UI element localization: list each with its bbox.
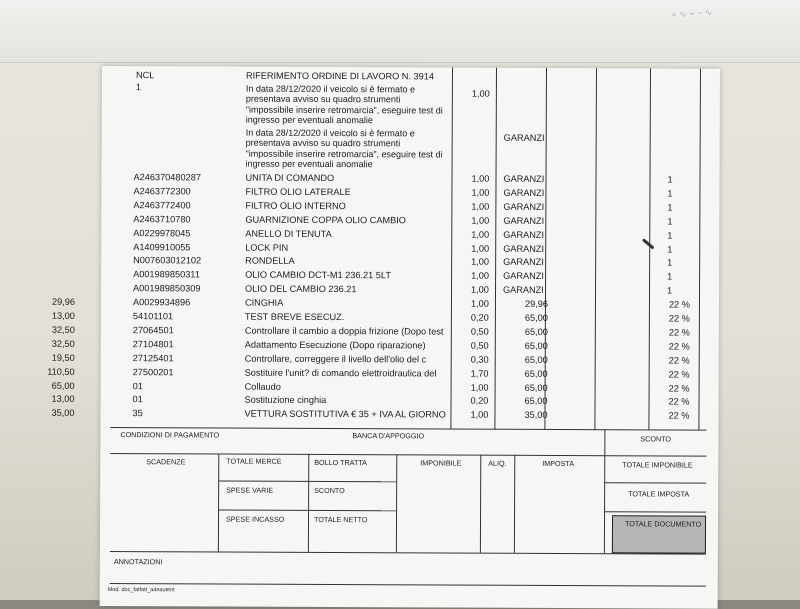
- item-mark: 1: [667, 256, 672, 270]
- item-vat: 22 %: [669, 381, 690, 395]
- totale-imponibile-label: TOTALE IMPONIBILE: [622, 460, 692, 469]
- item-price: 65,00: [525, 394, 548, 408]
- col-divider-qty: [494, 68, 497, 430]
- note-line: ingresso per eventuali anomalie: [246, 115, 476, 126]
- item-quantity: 1,00: [471, 255, 489, 269]
- item-description: Sostituzione cinghia: [245, 393, 327, 407]
- item-quantity: 1,00: [471, 186, 489, 200]
- item-price: 65,00: [525, 311, 548, 325]
- item-code: A2463710780: [133, 212, 190, 226]
- note-line: presentava avviso su quadro strumenti: [246, 138, 476, 149]
- footer-line-2: [110, 453, 706, 457]
- item-code: 01: [133, 393, 143, 407]
- item-quantity: 1,00: [471, 172, 489, 186]
- item-mark: 1: [667, 214, 672, 228]
- note-line: In data 28/12/2020 il veicolo si è fermato e: [246, 84, 476, 95]
- item-price: GARANZI: [503, 241, 544, 255]
- item-amount: 65,00: [52, 378, 75, 392]
- item-amount: 32,50: [52, 323, 75, 337]
- item-quantity: 1,00: [471, 227, 489, 241]
- item-code: N007603012102: [133, 254, 201, 268]
- item-price: 65,00: [525, 353, 548, 367]
- item-vat: 22 %: [669, 395, 690, 409]
- item-price: 65,00: [525, 366, 548, 380]
- item-price: GARANZI: [503, 255, 544, 269]
- note-line: "impossibile inserire retromarcia", eseguire test di: [246, 148, 476, 159]
- item-price: GARANZI: [503, 186, 544, 200]
- note2-status: GARANZI: [504, 131, 545, 145]
- item-description: Controllare, correggere il livello dell'olio del c: [245, 351, 427, 366]
- item-amount: 110,50: [47, 364, 74, 378]
- footer-col-4: [480, 455, 481, 553]
- faint-handwriting: ≈ ∿ ⌁ ~ ∿: [671, 2, 782, 32]
- item-description: Adattamento Esecuzione (Dopo riparazione): [245, 337, 426, 352]
- item-quantity: 1,00: [471, 213, 489, 227]
- item-code: 27104801: [133, 337, 174, 351]
- footer-col-1: [218, 454, 219, 552]
- item-vat: 22 %: [669, 311, 690, 325]
- item-price: 65,00: [525, 380, 548, 394]
- item-description: OLIO DEL CAMBIO 236.21: [245, 282, 357, 296]
- item-mark: 1: [667, 228, 672, 242]
- item-description: RONDELLA: [245, 254, 295, 268]
- discount-label: SCONTO: [640, 434, 671, 443]
- item-quantity: 1,00: [471, 241, 489, 255]
- item-description: Sostituire l'unit? di comando elettroidraulica del: [245, 365, 437, 380]
- item-description: Controllare il cambio a doppia frizione (Dopo test: [245, 324, 444, 339]
- totale-netto-label: TOTALE NETTO: [314, 515, 368, 524]
- line-number: 1: [136, 80, 141, 94]
- item-quantity: 1,00: [471, 380, 489, 394]
- item-vat: 22 %: [669, 353, 690, 367]
- note-line: "impossibile inserire retromarcia", eseguire test di: [246, 104, 476, 115]
- totale-documento-label: TOTALE DOCUMENTO: [625, 519, 701, 528]
- item-code: A0229978045: [133, 226, 190, 240]
- item-code: 01: [133, 379, 143, 393]
- item-vat: 22 %: [668, 409, 689, 423]
- footer-col-6: [604, 455, 605, 553]
- item-description: OLIO CAMBIO DCT-M1 236.21 5LT: [245, 268, 391, 283]
- item-code: 27125401: [133, 351, 174, 365]
- payment-conditions-label: CONDIZIONI DI PAGAMENTO: [120, 430, 219, 439]
- item-quantity: 0,50: [471, 338, 489, 352]
- aliq-label: ALIQ.: [488, 459, 506, 468]
- item-code: A1409910055: [133, 240, 190, 254]
- scadenze-label: SCADENZE: [146, 457, 185, 466]
- item-code: A2463772400: [133, 198, 190, 212]
- spese-varie-label: SPESE VARIE: [226, 486, 273, 495]
- item-code: 54101101: [133, 309, 173, 323]
- item-price: GARANZI: [503, 227, 544, 241]
- bank-label: BANCA D'APPOGGIO: [352, 431, 424, 440]
- bollo-tratta-label: BOLLO TRATTA: [314, 458, 367, 467]
- item-mark: 1: [667, 270, 672, 284]
- item-description: ANELLO DI TENUTA: [245, 226, 332, 240]
- item-amount: 19,50: [52, 350, 75, 364]
- item-quantity: 0,30: [471, 352, 489, 366]
- sconto-label: SCONTO: [314, 486, 345, 495]
- item-amount: 13,00: [52, 309, 75, 323]
- totale-documento-box: [612, 515, 706, 553]
- item-amount: 13,00: [52, 392, 75, 406]
- spese-incasso-label: SPESE INCASSO: [226, 515, 284, 524]
- item-mark: 1: [667, 242, 672, 256]
- item-description: TEST BREVE ESECUZ.: [245, 310, 344, 324]
- item-mark: 1: [667, 172, 672, 186]
- item-vat: 22 %: [669, 367, 690, 381]
- item-price: GARANZI: [503, 200, 544, 214]
- footer-col-3: [396, 454, 397, 552]
- item-description: FILTRO OLIO INTERNO: [245, 198, 345, 212]
- item-price: GARANZI: [503, 269, 544, 283]
- item-vat: 22 %: [669, 298, 690, 312]
- imposta-label: IMPOSTA: [542, 459, 574, 468]
- item-amount: 32,50: [52, 337, 75, 351]
- item-code: 35: [132, 406, 142, 420]
- item-code: A001989850311: [133, 267, 200, 281]
- totale-merce-label: TOTALE MERCE: [226, 457, 281, 466]
- item-amount: 35,00: [51, 406, 74, 420]
- item-price: 29,96: [525, 297, 548, 311]
- footer-subline-4: [604, 511, 706, 512]
- footer-divider: [604, 429, 605, 455]
- item-code: 27500201: [133, 365, 174, 379]
- order-reference: RIFERIMENTO ORDINE DI LAVORO N. 3914: [246, 69, 434, 84]
- item-quantity: 1,00: [471, 199, 489, 213]
- item-price: GARANZI: [503, 172, 544, 186]
- item-code: A001989850309: [133, 281, 201, 295]
- item-price: 35,00: [524, 408, 547, 422]
- col-divider-vat: [698, 69, 701, 431]
- note-block-1: [246, 84, 476, 127]
- item-quantity: 0,50: [471, 325, 489, 339]
- note-line: In data 28/12/2020 il veicolo si è fermato e: [246, 128, 476, 139]
- item-vat: 22 %: [669, 339, 690, 353]
- item-mark: 1: [667, 186, 672, 200]
- item-quantity: 1,70: [471, 366, 489, 380]
- item-price: 65,00: [525, 325, 548, 339]
- item-code: 27064501: [133, 323, 174, 337]
- item-description: GUARNIZIONE COPPA OLIO CAMBIO: [245, 212, 406, 227]
- item-mark: 1: [667, 200, 672, 214]
- note-line: ingresso per eventuali anomalie: [246, 159, 476, 170]
- item-price: GARANZI: [503, 213, 544, 227]
- col-divider-amount: [648, 68, 651, 430]
- item-amount: 29,96: [52, 295, 75, 309]
- item-description: Collaudo: [245, 379, 281, 393]
- item-mark: 1: [667, 284, 672, 298]
- note-line: presentava avviso su quadro strumenti: [246, 94, 476, 105]
- totale-imposta-label: TOTALE IMPOSTA: [628, 489, 689, 498]
- item-price: GARANZI: [503, 283, 544, 297]
- item-quantity: 1,00: [471, 269, 489, 283]
- annotazioni-label: ANNOTAZIONI: [114, 557, 163, 566]
- item-description: LOCK PIN: [245, 240, 288, 254]
- item-code: A2463772300: [133, 184, 190, 198]
- paper-above: [0, 0, 800, 63]
- footer-col-2: [308, 454, 309, 552]
- item-quantity: 0,20: [471, 311, 489, 325]
- item-code: A0029934896: [133, 295, 190, 309]
- item-quantity: 1,00: [471, 283, 489, 297]
- item-price: 65,00: [525, 339, 548, 353]
- ncl-label: NCL: [136, 68, 154, 82]
- form-model-code: Mod. doc_fatfatt_a4eautent: [108, 587, 175, 593]
- note1-qty: 1,00: [472, 87, 490, 101]
- invoice-sheet: [100, 66, 720, 609]
- item-description: FILTRO OLIO LATERALE: [245, 185, 350, 199]
- item-code: A246370480287: [133, 170, 201, 184]
- footer-bottom-line: [110, 583, 706, 587]
- item-vat: 22 %: [669, 325, 690, 339]
- item-description: UNITA DI COMANDO: [245, 171, 334, 185]
- imponibile-label: IMPONIBILE: [420, 458, 461, 467]
- footer-subline-3: [604, 482, 706, 483]
- item-description: CINGHIA: [245, 296, 283, 310]
- item-quantity: 1,00: [471, 297, 489, 311]
- col-divider-x: [594, 68, 597, 430]
- item-description: VETTURA SOSTITUTIVA € 35 + IVA AL GIORNO: [244, 407, 445, 422]
- footer-col-5: [514, 455, 515, 553]
- item-quantity: 0,20: [471, 394, 489, 408]
- item-quantity: 1,00: [470, 408, 488, 422]
- note-block-2: [246, 128, 476, 171]
